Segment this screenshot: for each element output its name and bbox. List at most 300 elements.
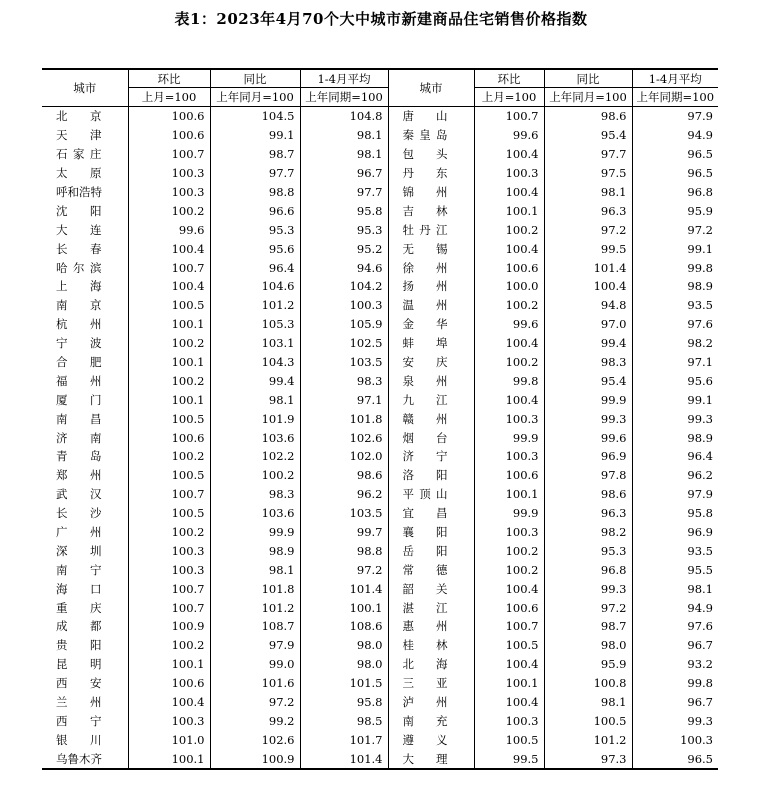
mom-cell-right: 100.1 — [474, 485, 544, 504]
avg-base-header-left: 上年同期=100 — [300, 88, 388, 107]
avg-cell-left: 103.5 — [300, 504, 388, 523]
avg-cell-left: 104.2 — [300, 277, 388, 296]
yoy-cell-right: 97.2 — [544, 598, 632, 617]
yoy-cell-left: 98.1 — [210, 390, 300, 409]
city-cell-left: 重 庆 — [56, 600, 102, 615]
mom-cell-right: 100.4 — [474, 334, 544, 353]
mom-cell-left: 100.4 — [128, 693, 210, 712]
yoy-cell-left: 99.9 — [210, 523, 300, 542]
yoy-cell-left: 101.8 — [210, 579, 300, 598]
avg-cell-left: 102.0 — [300, 447, 388, 466]
mom-cell-left: 100.2 — [128, 201, 210, 220]
yoy-cell-right: 96.8 — [544, 560, 632, 579]
city-cell-left: 北 京 — [56, 109, 102, 124]
mom-cell-right: 100.2 — [474, 353, 544, 372]
mom-cell-left: 100.3 — [128, 541, 210, 560]
city-cell-left: 上 海 — [56, 279, 102, 294]
avg-cell-left: 96.2 — [300, 485, 388, 504]
avg-cell-left: 94.6 — [300, 258, 388, 277]
avg-cell-right: 95.5 — [632, 560, 718, 579]
yoy-cell-right: 100.4 — [544, 277, 632, 296]
table-row — [42, 730, 718, 749]
yoy-cell-right: 98.1 — [544, 693, 632, 712]
mom-cell-left: 100.7 — [128, 485, 210, 504]
city-column-header-left: 城市 — [42, 69, 128, 107]
mom-cell-left: 100.1 — [128, 749, 210, 769]
table-row — [42, 749, 718, 769]
mom-cell-right: 100.2 — [474, 220, 544, 239]
yoy-cell-left: 101.6 — [210, 674, 300, 693]
mom-cell-left: 100.5 — [128, 409, 210, 428]
mom-cell-right: 99.9 — [474, 428, 544, 447]
mom-base-header-right: 上月=100 — [474, 88, 544, 107]
mom-cell-right: 100.1 — [474, 201, 544, 220]
avg-cell-right: 95.9 — [632, 201, 718, 220]
mom-cell-left: 100.5 — [128, 296, 210, 315]
city-cell-right: 襄 阳 — [388, 523, 474, 542]
avg-cell-right: 99.8 — [632, 674, 718, 693]
city-cell-right: 赣 州 — [388, 409, 474, 428]
mom-cell-right: 99.5 — [474, 749, 544, 769]
city-cell-right: 泸 州 — [388, 693, 474, 712]
avg-cell-left: 95.2 — [300, 239, 388, 258]
yoy-cell-left: 98.3 — [210, 485, 300, 504]
avg-cell-right: 96.2 — [632, 466, 718, 485]
yoy-cell-right: 97.3 — [544, 749, 632, 769]
city-cell-right: 平顶山 — [388, 485, 474, 504]
avg-cell-left: 98.6 — [300, 466, 388, 485]
mom-cell-right: 100.2 — [474, 296, 544, 315]
table-row — [42, 145, 718, 164]
city-cell-right: 唐 山 — [388, 107, 474, 126]
table-row — [42, 579, 718, 598]
city-cell-right: 韶 关 — [388, 579, 474, 598]
avg-cell-left: 105.9 — [300, 315, 388, 334]
yoy-cell-right: 95.9 — [544, 655, 632, 674]
avg-cell-left: 102.6 — [300, 428, 388, 447]
avg-cell-right: 98.2 — [632, 334, 718, 353]
avg-cell-right: 98.1 — [632, 579, 718, 598]
mom-cell-left: 100.4 — [128, 239, 210, 258]
avg-cell-right: 94.9 — [632, 126, 718, 145]
mom-cell-left: 100.2 — [128, 636, 210, 655]
city-cell-left: 郑 州 — [56, 468, 102, 483]
yoy-cell-left: 99.0 — [210, 655, 300, 674]
avg-cell-left: 98.5 — [300, 712, 388, 731]
yoy-cell-right: 98.6 — [544, 107, 632, 126]
yoy-cell-right: 100.5 — [544, 712, 632, 731]
avg-cell-right: 96.5 — [632, 749, 718, 769]
city-cell-left: 南 昌 — [56, 411, 102, 426]
yoy-cell-right: 101.4 — [544, 258, 632, 277]
avg-cell-right: 100.3 — [632, 730, 718, 749]
mom-cell-right: 100.2 — [474, 541, 544, 560]
mom-cell-right: 100.3 — [474, 523, 544, 542]
yoy-cell-right: 94.8 — [544, 296, 632, 315]
yoy-cell-right: 95.4 — [544, 371, 632, 390]
mom-cell-left: 100.4 — [128, 277, 210, 296]
avg-cell-left: 98.1 — [300, 126, 388, 145]
avg-cell-left: 95.8 — [300, 693, 388, 712]
avg-cell-right: 97.9 — [632, 107, 718, 126]
table-row — [42, 409, 718, 428]
city-cell-right: 洛 阳 — [388, 466, 474, 485]
city-cell-right: 安 庆 — [388, 353, 474, 372]
mom-cell-left: 100.5 — [128, 504, 210, 523]
city-cell-left: 武 汉 — [56, 487, 102, 502]
mom-column-header-right: 环比 — [474, 69, 544, 88]
mom-cell-right: 99.6 — [474, 126, 544, 145]
city-cell-right: 湛 江 — [388, 598, 474, 617]
yoy-cell-left: 98.1 — [210, 560, 300, 579]
yoy-cell-right: 99.6 — [544, 428, 632, 447]
city-cell-right: 常 德 — [388, 560, 474, 579]
mom-cell-right: 100.4 — [474, 655, 544, 674]
city-cell-right: 蚌 埠 — [388, 334, 474, 353]
mom-cell-left: 100.7 — [128, 145, 210, 164]
avg-cell-left: 95.8 — [300, 201, 388, 220]
yoy-cell-right: 98.0 — [544, 636, 632, 655]
yoy-cell-left: 104.3 — [210, 353, 300, 372]
city-cell-right: 北 海 — [388, 655, 474, 674]
mom-cell-left: 100.1 — [128, 390, 210, 409]
avg-cell-right: 96.5 — [632, 145, 718, 164]
avg-cell-right: 95.8 — [632, 504, 718, 523]
yoy-cell-left: 103.6 — [210, 428, 300, 447]
city-cell-left: 成 都 — [56, 619, 102, 634]
table-title: 表1：2023年4月70个大中城市新建商品住宅销售价格指数 — [174, 10, 588, 28]
yoy-cell-left: 98.7 — [210, 145, 300, 164]
city-cell-left: 昆 明 — [56, 657, 102, 672]
avg-cell-left: 97.1 — [300, 390, 388, 409]
avg-column-header-left: 1-4月平均 — [300, 69, 388, 88]
yoy-cell-left: 95.6 — [210, 239, 300, 258]
yoy-cell-right: 98.1 — [544, 183, 632, 202]
city-cell-left: 西 安 — [56, 676, 102, 691]
avg-cell-right: 96.7 — [632, 636, 718, 655]
avg-cell-left: 98.8 — [300, 541, 388, 560]
table-row — [42, 353, 718, 372]
table-row — [42, 428, 718, 447]
avg-cell-right: 93.5 — [632, 296, 718, 315]
city-cell-left: 宁 波 — [56, 336, 102, 351]
mom-cell-right: 100.4 — [474, 183, 544, 202]
city-cell-right: 遵 义 — [388, 730, 474, 749]
city-cell-right: 温 州 — [388, 296, 474, 315]
table-row — [42, 107, 718, 126]
city-cell-left: 杭 州 — [56, 317, 102, 332]
yoy-cell-right: 99.4 — [544, 334, 632, 353]
avg-cell-right: 96.8 — [632, 183, 718, 202]
avg-cell-right: 99.1 — [632, 390, 718, 409]
city-cell-right: 大 理 — [388, 749, 474, 769]
city-cell-right: 锦 州 — [388, 183, 474, 202]
mom-cell-right: 100.1 — [474, 674, 544, 693]
yoy-cell-left: 104.6 — [210, 277, 300, 296]
avg-cell-right: 96.5 — [632, 164, 718, 183]
yoy-cell-right: 98.7 — [544, 617, 632, 636]
mom-cell-right: 100.6 — [474, 598, 544, 617]
city-cell-left: 贵 阳 — [56, 638, 102, 653]
yoy-cell-right: 100.8 — [544, 674, 632, 693]
table-row — [42, 239, 718, 258]
table-row — [42, 617, 718, 636]
city-cell-right: 扬 州 — [388, 277, 474, 296]
mom-cell-left: 100.6 — [128, 674, 210, 693]
yoy-cell-left: 98.9 — [210, 541, 300, 560]
mom-cell-left: 100.2 — [128, 371, 210, 390]
mom-cell-left: 100.3 — [128, 164, 210, 183]
mom-cell-left: 99.6 — [128, 220, 210, 239]
table-row — [42, 315, 718, 334]
mom-cell-left: 100.1 — [128, 315, 210, 334]
city-cell-left: 哈尔滨 — [56, 260, 102, 275]
mom-cell-left: 100.6 — [128, 107, 210, 126]
mom-cell-left: 100.7 — [128, 598, 210, 617]
yoy-cell-left: 104.5 — [210, 107, 300, 126]
mom-cell-left: 100.2 — [128, 447, 210, 466]
city-cell-left: 乌鲁木齐 — [42, 749, 128, 769]
avg-cell-right: 99.3 — [632, 409, 718, 428]
table-row — [42, 598, 718, 617]
city-cell-left: 长 春 — [56, 241, 102, 256]
city-cell-left: 深 圳 — [56, 543, 102, 558]
city-cell-right: 徐 州 — [388, 258, 474, 277]
mom-cell-right: 100.6 — [474, 466, 544, 485]
yoy-cell-left: 102.6 — [210, 730, 300, 749]
yoy-cell-right: 97.5 — [544, 164, 632, 183]
yoy-cell-left: 102.2 — [210, 447, 300, 466]
city-cell-right: 岳 阳 — [388, 541, 474, 560]
table-row — [42, 220, 718, 239]
city-cell-right: 宜 昌 — [388, 504, 474, 523]
city-cell-left: 大 连 — [56, 222, 102, 237]
city-cell-left: 西 宁 — [56, 713, 102, 728]
mom-cell-right: 99.6 — [474, 315, 544, 334]
yoy-cell-left: 99.2 — [210, 712, 300, 731]
yoy-cell-left: 101.2 — [210, 598, 300, 617]
mom-cell-left: 101.0 — [128, 730, 210, 749]
avg-cell-right: 97.1 — [632, 353, 718, 372]
city-cell-right: 泉 州 — [388, 371, 474, 390]
avg-cell-left: 98.3 — [300, 371, 388, 390]
avg-cell-left: 95.3 — [300, 220, 388, 239]
city-cell-left: 呼和浩特 — [56, 185, 102, 199]
yoy-cell-left: 105.3 — [210, 315, 300, 334]
mom-cell-right: 100.3 — [474, 409, 544, 428]
avg-cell-right: 97.6 — [632, 617, 718, 636]
mom-cell-left: 100.3 — [128, 183, 210, 202]
yoy-cell-left: 100.2 — [210, 466, 300, 485]
avg-cell-right: 95.6 — [632, 371, 718, 390]
table-row — [42, 258, 718, 277]
avg-cell-left: 101.8 — [300, 409, 388, 428]
mom-cell-right: 100.5 — [474, 636, 544, 655]
yoy-cell-left: 101.9 — [210, 409, 300, 428]
avg-cell-left: 96.7 — [300, 164, 388, 183]
avg-cell-left: 98.1 — [300, 145, 388, 164]
mom-cell-right: 100.4 — [474, 239, 544, 258]
city-column-header-right: 城市 — [388, 69, 474, 107]
yoy-base-header-right: 上年同月=100 — [544, 88, 632, 107]
yoy-cell-right: 97.2 — [544, 220, 632, 239]
yoy-cell-right: 99.9 — [544, 390, 632, 409]
city-cell-right: 秦皇岛 — [388, 126, 474, 145]
table-header — [42, 69, 718, 107]
mom-cell-right: 100.7 — [474, 107, 544, 126]
yoy-cell-left: 103.6 — [210, 504, 300, 523]
yoy-cell-left: 97.9 — [210, 636, 300, 655]
city-cell-right: 三 亚 — [388, 674, 474, 693]
avg-cell-right: 99.3 — [632, 712, 718, 731]
yoy-cell-left: 99.1 — [210, 126, 300, 145]
yoy-cell-right: 99.5 — [544, 239, 632, 258]
yoy-cell-right: 99.3 — [544, 409, 632, 428]
city-cell-left: 济 南 — [56, 430, 102, 445]
yoy-base-header-left: 上年同月=100 — [210, 88, 300, 107]
city-cell-left: 青 岛 — [56, 449, 102, 464]
city-cell-left: 天 津 — [56, 128, 102, 143]
city-cell-left: 沈 阳 — [56, 203, 102, 218]
city-cell-left: 太 原 — [56, 166, 102, 181]
mom-cell-right: 100.4 — [474, 390, 544, 409]
avg-cell-left: 102.5 — [300, 334, 388, 353]
yoy-cell-left: 95.3 — [210, 220, 300, 239]
yoy-cell-left: 99.4 — [210, 371, 300, 390]
table-row — [42, 164, 718, 183]
avg-cell-left: 103.5 — [300, 353, 388, 372]
mom-cell-right: 100.3 — [474, 712, 544, 731]
yoy-cell-left: 97.7 — [210, 164, 300, 183]
city-cell-left: 厦 门 — [56, 392, 102, 407]
avg-cell-right: 97.9 — [632, 485, 718, 504]
mom-column-header-left: 环比 — [128, 69, 210, 88]
city-cell-right: 金 华 — [388, 315, 474, 334]
yoy-cell-right: 99.3 — [544, 579, 632, 598]
table-row — [42, 655, 718, 674]
city-cell-right: 惠 州 — [388, 617, 474, 636]
city-cell-left: 石家庄 — [56, 147, 102, 162]
yoy-cell-left: 108.7 — [210, 617, 300, 636]
table-row — [42, 334, 718, 353]
avg-cell-left: 108.6 — [300, 617, 388, 636]
mom-cell-left: 100.3 — [128, 560, 210, 579]
avg-cell-right: 99.1 — [632, 239, 718, 258]
avg-cell-left: 99.7 — [300, 523, 388, 542]
yoy-cell-left: 103.1 — [210, 334, 300, 353]
city-cell-right: 九 江 — [388, 390, 474, 409]
yoy-cell-right: 95.4 — [544, 126, 632, 145]
mom-cell-left: 100.2 — [128, 334, 210, 353]
yoy-cell-right: 96.9 — [544, 447, 632, 466]
city-cell-right: 牡丹江 — [388, 220, 474, 239]
avg-cell-left: 100.1 — [300, 598, 388, 617]
yoy-cell-right: 96.3 — [544, 201, 632, 220]
table-row — [42, 674, 718, 693]
mom-cell-left: 100.5 — [128, 466, 210, 485]
mom-cell-right: 100.4 — [474, 145, 544, 164]
yoy-cell-right: 98.2 — [544, 523, 632, 542]
city-cell-left: 南 宁 — [56, 562, 102, 577]
yoy-cell-right: 97.8 — [544, 466, 632, 485]
yoy-cell-left: 98.8 — [210, 183, 300, 202]
mom-cell-right: 100.5 — [474, 730, 544, 749]
mom-cell-left: 100.7 — [128, 579, 210, 598]
city-cell-right: 丹 东 — [388, 164, 474, 183]
avg-cell-left: 101.4 — [300, 579, 388, 598]
city-cell-right: 桂 林 — [388, 636, 474, 655]
city-cell-right: 烟 台 — [388, 428, 474, 447]
yoy-column-header-left: 同比 — [210, 69, 300, 88]
avg-cell-right: 93.2 — [632, 655, 718, 674]
avg-cell-right: 97.6 — [632, 315, 718, 334]
avg-cell-right: 99.8 — [632, 258, 718, 277]
mom-cell-right: 99.8 — [474, 371, 544, 390]
table-row — [42, 390, 718, 409]
city-cell-right: 南 充 — [388, 712, 474, 731]
yoy-cell-right: 95.3 — [544, 541, 632, 560]
yoy-cell-right: 98.3 — [544, 353, 632, 372]
mom-cell-right: 99.9 — [474, 504, 544, 523]
mom-cell-right: 100.0 — [474, 277, 544, 296]
city-cell-left: 南 京 — [56, 298, 102, 313]
table-row — [42, 541, 718, 560]
mom-cell-right: 100.7 — [474, 617, 544, 636]
table-row — [42, 201, 718, 220]
avg-cell-left: 101.5 — [300, 674, 388, 693]
avg-cell-left: 98.0 — [300, 636, 388, 655]
city-cell-right: 吉 林 — [388, 201, 474, 220]
mom-cell-left: 100.1 — [128, 353, 210, 372]
avg-cell-right: 97.2 — [632, 220, 718, 239]
yoy-cell-left: 97.2 — [210, 693, 300, 712]
yoy-cell-right: 98.6 — [544, 485, 632, 504]
avg-base-header-right: 上年同期=100 — [632, 88, 718, 107]
city-cell-right: 济 宁 — [388, 447, 474, 466]
avg-cell-left: 104.8 — [300, 107, 388, 126]
avg-column-header-right: 1-4月平均 — [632, 69, 718, 88]
avg-cell-right: 96.9 — [632, 523, 718, 542]
mom-cell-right: 100.3 — [474, 447, 544, 466]
mom-cell-right: 100.2 — [474, 560, 544, 579]
mom-cell-right: 100.6 — [474, 258, 544, 277]
table-row — [42, 523, 718, 542]
table-row — [42, 485, 718, 504]
table-row — [42, 371, 718, 390]
yoy-cell-left: 96.6 — [210, 201, 300, 220]
mom-cell-left: 100.6 — [128, 126, 210, 145]
avg-cell-left: 101.7 — [300, 730, 388, 749]
city-cell-left: 广 州 — [56, 525, 102, 540]
mom-cell-left: 100.3 — [128, 712, 210, 731]
yoy-cell-left: 100.9 — [210, 749, 300, 769]
table-row — [42, 636, 718, 655]
avg-cell-right: 98.9 — [632, 277, 718, 296]
yoy-cell-left: 96.4 — [210, 258, 300, 277]
table-row — [42, 712, 718, 731]
table-body — [42, 107, 718, 770]
mom-cell-left: 100.7 — [128, 258, 210, 277]
table-row — [42, 466, 718, 485]
city-cell-left: 银 川 — [56, 732, 102, 747]
table-row — [42, 560, 718, 579]
city-cell-left: 合 肥 — [56, 355, 102, 370]
mom-cell-right: 100.4 — [474, 693, 544, 712]
avg-cell-left: 97.2 — [300, 560, 388, 579]
table-row — [42, 504, 718, 523]
table-row — [42, 447, 718, 466]
table-row — [42, 296, 718, 315]
